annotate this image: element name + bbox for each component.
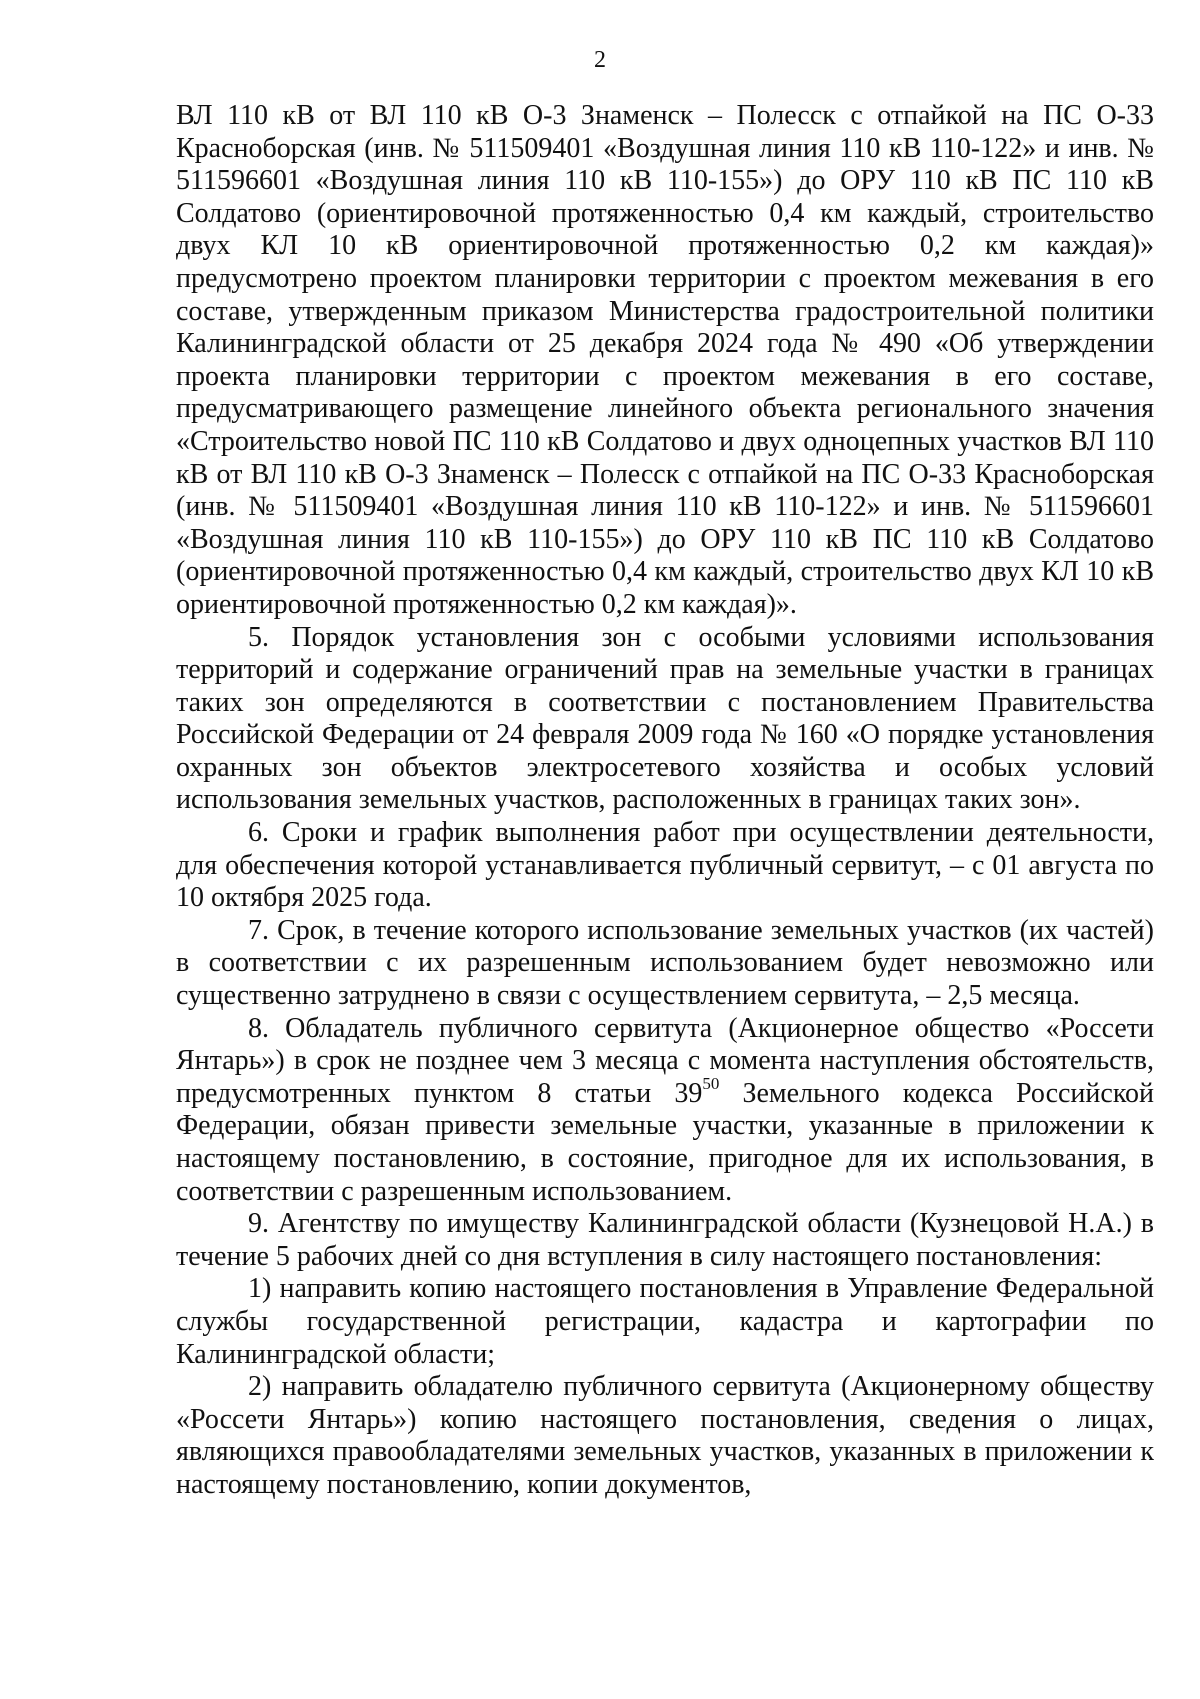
paragraph-7: 7. Срок, в течение которого использование земельных участков (их частей) в соответствии с их разрешенным использованием будет невозможно или существенно затруднено в связи с осуществлением сервитута, – 2,5 месяца. (176, 914, 1154, 1012)
paragraph-5: 5. Порядок установления зон с особыми условиями использования территорий и содержание ограничений прав на земельные участки в границах таких зон определяются в соответствии с постановлением Правительства Российской Федерации от 24 февраля 2009 года № 160 «О порядке установления охранных зон объектов электросетевого хозяйства и особых условий использования земельных участков, расположенных в границах таких зон». (176, 621, 1154, 816)
paragraph-9-item-1: 1) направить копию настоящего постановления в Управление Федеральной службы государственной регистрации, кадастра и картографии по Калининградской области; (176, 1273, 1154, 1370)
article-superscript: 50 (702, 1074, 720, 1094)
paragraph-6: 6. Сроки и график выполнения работ при осуществлении деятельности, для обеспечения которой устанавливается публичный сервитут, – с 01 августа по 10 октября 2025 года. (176, 817, 1154, 914)
paragraph-9-item-2: 2) направить обладателю публичного сервитута (Акционерному обществу «Россети Янтарь») копию настоящего постановления, сведения о лицах, являющихся правообладателями земельных участков, указанных в приложении к настоящему постановлению, копии документов, (176, 1371, 1154, 1500)
paragraph-8-text-end: Земельного кодекса Российской Федерации, обязан привести земельные участки, указанные в приложении к настоящему постановлению, в состояние, пригодное для их использования, в соответствии с разрешенным использованием. (176, 1077, 1154, 1207)
paragraph-9: 9. Агентству по имуществу Калининградской области (Кузнецовой Н.А.) в течение 5 рабочих дней со дня вступления в силу настоящего постановления: (176, 1208, 1154, 1272)
paragraph-8-text-start: 8. Обладатель публичного сервитута (Акционерное общество «Россети Янтарь») в срок не позднее чем 3 месяца с момента наступления обстоятельств, предусмотренных пунктом 8 статьи 39 (176, 1012, 1154, 1109)
page-number: 2 (594, 47, 606, 73)
paragraph-8 (176, 1013, 1154, 1209)
paragraph-continuation: ВЛ 110 кВ от ВЛ 110 кВ О-3 Знаменск – Полесск с отпайкой на ПС О-33 Красноборская (инв. № 511509401 «Воздушная линия 110 кВ 110-122» и инв. № 511596601 «Воздушная линия 110 кВ 110-155») до ОРУ 110 кВ ПС 110 кВ Солдатово (ориентировочной протяженностью 0,4 км каждый, строительство двух КЛ 10 кВ ориентировочной протяженностью 0,2 км каждая)» предусмотрено проектом планировки территории с проектом межевания в его составе, утвержденным приказом Министерства градостроительной политики Калининградской области от 25 декабря 2024 года № 490 «Об утверждении проекта планировки территории с проектом межевания в его составе, предусматривающего размещение линейного объекта регионального значения «Строительство новой ПС 110 кВ Солдатово и двух одноцепных участков ВЛ 110 кВ от ВЛ 110 кВ О-3 Знаменск – Полесск с отпайкой на ПС О-33 Красноборская (инв. № 511509401 «Воздушная линия 110 кВ 110-122» и инв. № 511596601 «Воздушная линия 110 кВ 110-155») до ОРУ 110 кВ ПС 110 кВ Солдатово (ориентировочной протяженностью 0,4 км каждый, строительство двух КЛ 10 кВ ориентировочной протяженностью 0,2 км каждая)». (176, 100, 1154, 620)
document-body (176, 100, 1154, 1502)
